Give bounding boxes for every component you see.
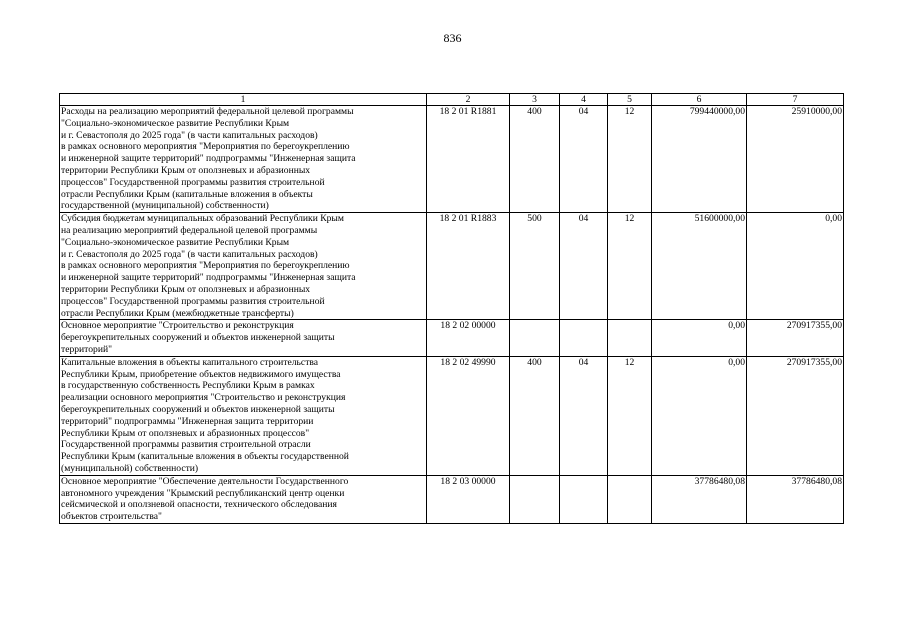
header-col-1: 1 (60, 94, 427, 106)
row-amount-6: 0,00 (652, 356, 747, 475)
row-amount-6: 799440000,00 (652, 106, 747, 213)
row-col3: 500 (510, 213, 560, 320)
row-description: Расходы на реализацию мероприятий федеральной целевой программы "Социально-экономическое развитие Республики Крым и г. Севастополя до 2025 года" (в части капитальных расходов) в рамках основного мероприятия "Мероприятия по берегоукреплению и инженерной защите территорий" подпрограммы "Инженерная защита территории Республики Крым от оползневых и абразионных процессов" Государственной программы развития строительной отрасли Республики Крым (капитальные вложения в объекты государственной (муниципальной) собственности) (60, 106, 427, 213)
row-code: 18 2 02 00000 (427, 320, 510, 356)
row-amount-6: 0,00 (652, 320, 747, 356)
row-col5: 12 (608, 106, 652, 213)
row-col4: 04 (560, 106, 608, 213)
header-col-2: 2 (427, 94, 510, 106)
table-row (60, 475, 844, 523)
row-col4: 04 (560, 213, 608, 320)
table-row (60, 320, 844, 356)
row-amount-7: 270917355,00 (747, 320, 844, 356)
header-row (60, 94, 844, 106)
table-row (60, 106, 844, 213)
row-description: Субсидия бюджетам муниципальных образований Республики Крым на реализацию мероприятий федеральной целевой программы "Социально-экономическое развитие Республики Крым и г. Севастополя до 2025 года" (в части капитальных расходов) в рамках основного мероприятия "Мероприятия по берегоукреплению и инженерной защите территорий" подпрограммы "Инженерная защита территории Республики Крым от оползневых и абразионных процессов" Государственной программы развития строительной отрасли Республики Крым (межбюджетные трансферты) (60, 213, 427, 320)
row-col4 (560, 320, 608, 356)
row-amount-7: 0,00 (747, 213, 844, 320)
row-col4: 04 (560, 356, 608, 475)
row-code: 18 2 01 R1881 (427, 106, 510, 213)
row-amount-7: 37786480,08 (747, 475, 844, 523)
row-col4 (560, 475, 608, 523)
row-description: Основное мероприятие "Строительство и реконструкция берегоукрепительных сооружений и объектов инженерной защиты территорий" (60, 320, 427, 356)
row-col5: 12 (608, 356, 652, 475)
row-amount-7: 25910000,00 (747, 106, 844, 213)
header-col-5: 5 (608, 94, 652, 106)
row-col5 (608, 475, 652, 523)
row-col5 (608, 320, 652, 356)
table-row (60, 213, 844, 320)
page-number: 836 (443, 31, 462, 45)
row-description: Основное мероприятие "Обеспечение деятельности Государственного автономного учреждения "Крымский республиканский центр оценки сейсмической и оползневой опасности, технического обследования объектов строительства" (60, 475, 427, 523)
header-col-7: 7 (747, 94, 844, 106)
row-amount-6: 51600000,00 (652, 213, 747, 320)
row-code: 18 2 03 00000 (427, 475, 510, 523)
row-code: 18 2 01 R1883 (427, 213, 510, 320)
row-col3: 400 (510, 356, 560, 475)
header-col-6: 6 (652, 94, 747, 106)
table-row (60, 356, 844, 475)
row-code: 18 2 02 49990 (427, 356, 510, 475)
header-col-4: 4 (560, 94, 608, 106)
row-description: Капитальные вложения в объекты капитального строительства Республики Крым, приобретение объектов недвижимого имущества в государственную собственность Республики Крым в рамках реализации основного мероприятия "Строительство и реконструкция берегоукрепительных сооружений и объектов инженерной защиты территорий" подпрограммы "Инженерная защита территории Республики Крым от оползневых и абразионных процессов" Государственной программы развития строительной отрасли Республики Крым (капитальные вложения в объекты государственной (муниципальной) собственности) (60, 356, 427, 475)
row-amount-7: 270917355,00 (747, 356, 844, 475)
row-col3 (510, 320, 560, 356)
header-col-3: 3 (510, 94, 560, 106)
row-col3 (510, 475, 560, 523)
row-amount-6: 37786480,08 (652, 475, 747, 523)
budget-table (59, 93, 844, 524)
row-col5: 12 (608, 213, 652, 320)
row-col3: 400 (510, 106, 560, 213)
